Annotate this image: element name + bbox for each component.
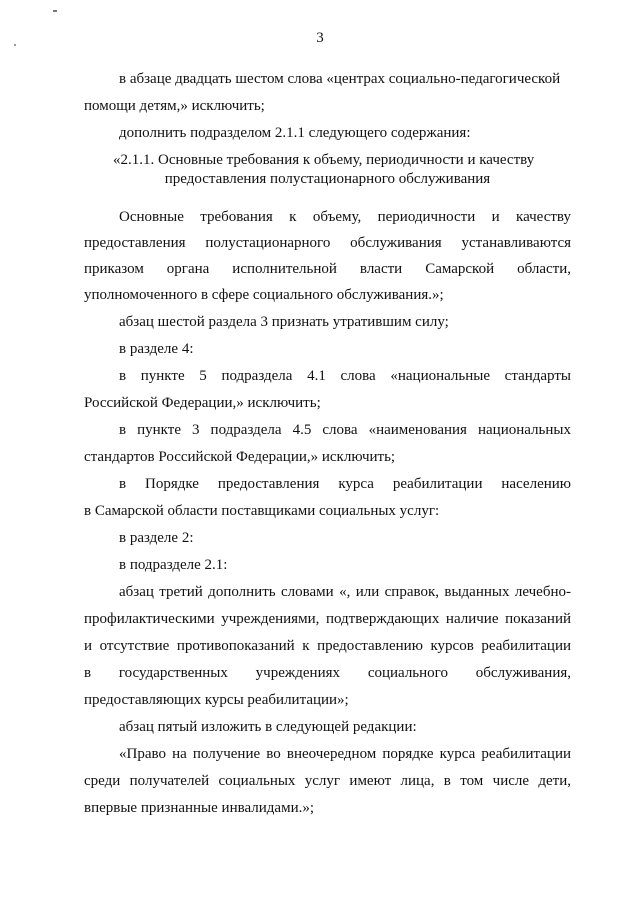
- text-line: и отсутствие противопоказаний к предоставлению курсов реабилитации: [84, 638, 571, 654]
- text-line: помощи детям,» исключить;: [84, 98, 265, 114]
- text-line: в Самарской области поставщиками социальных услуг:: [84, 503, 440, 519]
- text-line: Основные требования к объему, периодичности и качеству: [119, 209, 571, 225]
- text-line: в разделе 4:: [119, 341, 194, 357]
- text-line: приказом органа исполнительной власти Самарской области,: [84, 261, 571, 277]
- text-line: уполномоченного в сфере социального обслуживания.»;: [84, 287, 444, 303]
- text-line: абзац третий дополнить словами «, или справок, выданных лечебно-: [119, 584, 571, 600]
- text-line: предоставления полустационарного обслуживания устанавливаются: [84, 235, 571, 251]
- text-line: профилактическими учреждениями, подтверждающих наличие показаний: [84, 611, 571, 627]
- text-line: впервые признанные инвалидами.»;: [84, 800, 315, 816]
- text-line: дополнить подразделом 2.1.1 следующего содержания:: [119, 125, 471, 141]
- text-line: в государственных учреждениях социального обслуживания,: [84, 665, 571, 681]
- text-line: в абзаце двадцать шестом слова «центрах социально-педагогической: [119, 71, 561, 87]
- text-line: Российской Федерации,» исключить;: [84, 395, 321, 411]
- text-line: в Порядке предоставления курса реабилитации населению: [119, 476, 571, 492]
- section-heading: «2.1.1. Основные требования к объему, периодичности и качеству: [113, 152, 535, 168]
- text-line: среди получателей социальных услуг имеют лица, в том числе дети,: [84, 773, 571, 789]
- text-line: в пункте 5 подраздела 4.1 слова «национальные стандарты: [119, 368, 571, 384]
- text-line: в разделе 2:: [119, 530, 194, 546]
- section-heading: предоставления полустационарного обслуживания: [164, 171, 491, 187]
- text-line: в пункте 3 подраздела 4.5 слова «наименования национальных: [119, 422, 571, 438]
- text-line: абзац шестой раздела 3 признать утратившим силу;: [119, 314, 449, 330]
- text-line: стандартов Российской Федерации,» исключить;: [84, 449, 396, 465]
- scan-mark: [53, 10, 57, 12]
- text-line: абзац пятый изложить в следующей редакции:: [119, 719, 417, 735]
- page-number: 3: [316, 30, 324, 46]
- text-line: в подразделе 2.1:: [119, 557, 228, 573]
- text-line: предоставляющих курсы реабилитации»;: [84, 692, 349, 708]
- text-line: «Право на получение во внеочередном порядке курса реабилитации: [119, 746, 571, 762]
